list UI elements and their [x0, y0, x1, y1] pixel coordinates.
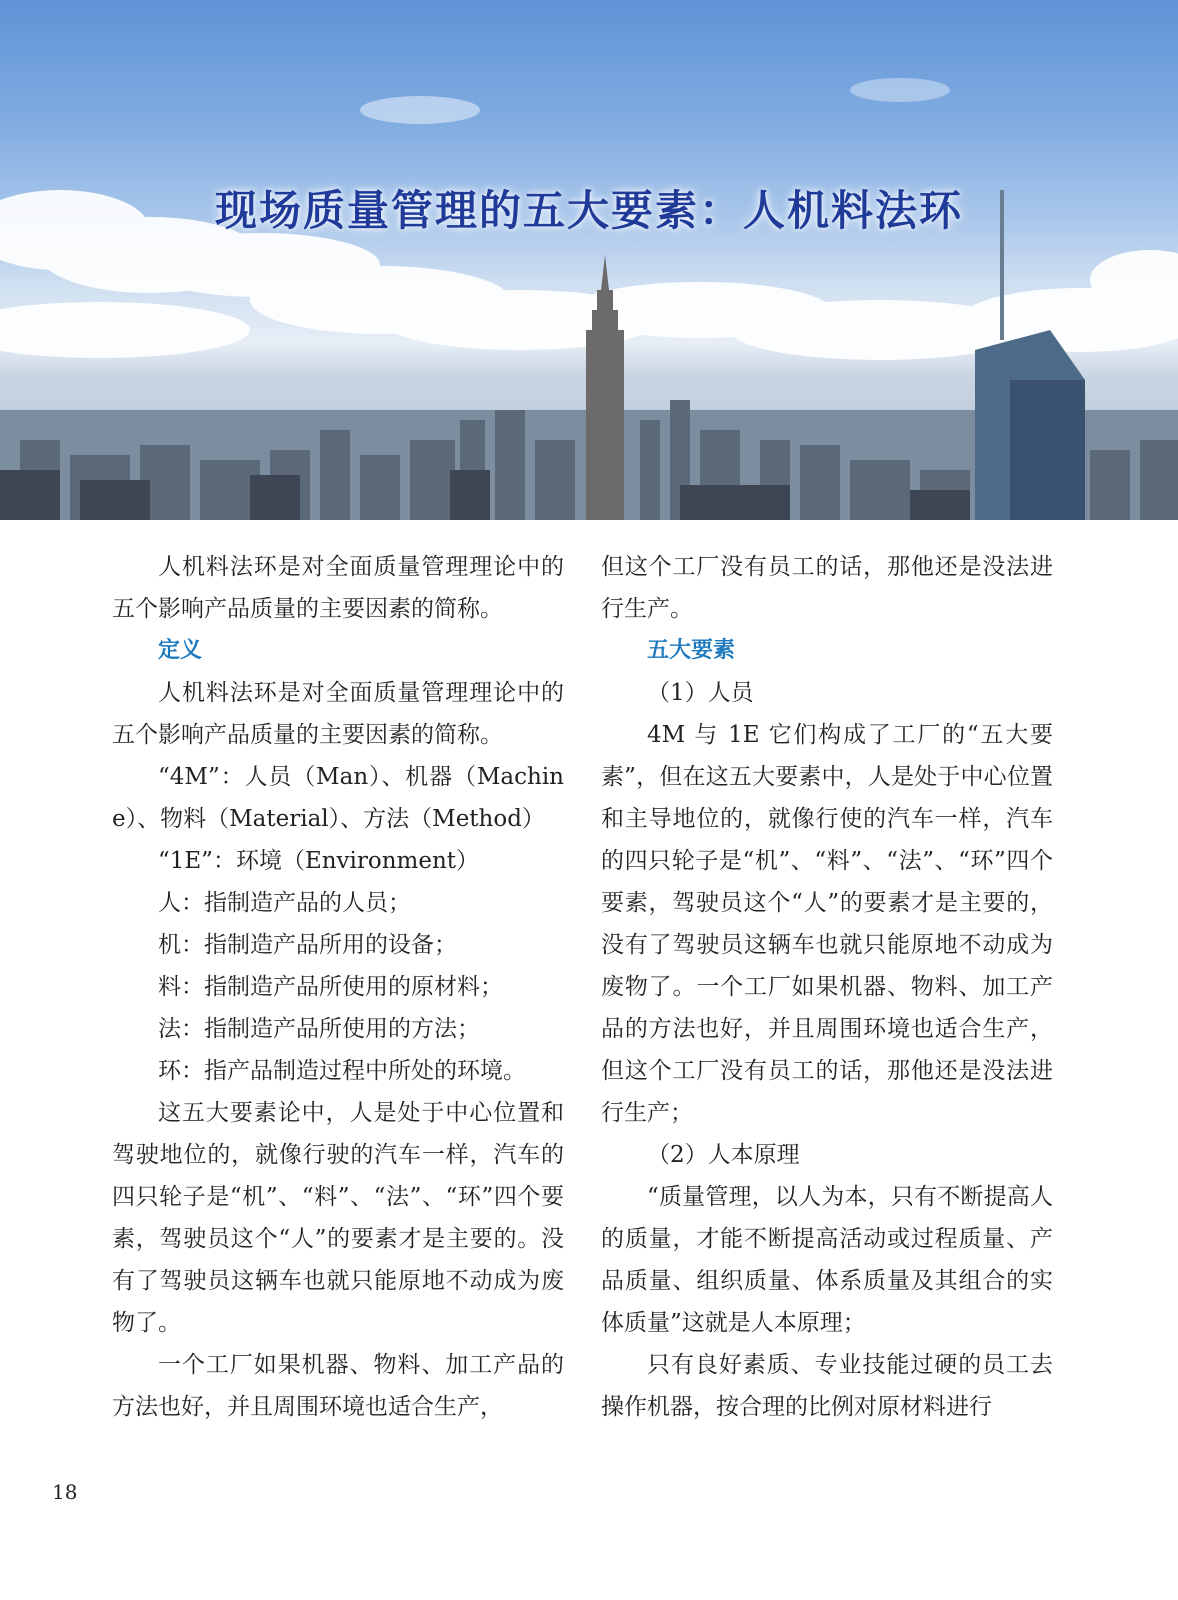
page-title: 现场质量管理的五大要素：人机料法环	[214, 186, 963, 235]
right-paragraph-5: “质量管理，以人为本，只有不断提高人的质量，才能不断提高活动或过程质量、产品质量、组织质量、体系质量及其组合的实体质量”这就是人本原理；	[601, 1184, 1053, 1336]
left-paragraph-4m: “4M”：人员（Man）、机器（Machine）、物料（Material）、方法（Method）	[112, 764, 564, 832]
left-item-ji: 机：指制造产品所用的设备；	[158, 932, 457, 958]
left-item-fa: 法：指制造产品所使用的方法；	[158, 1016, 480, 1042]
right-paragraph-6: 只有良好素质、专业技能过硬的员工去操作机器，按合理的比例对原材料进行	[601, 1352, 1053, 1420]
page-number: 18	[52, 1480, 78, 1504]
right-column	[601, 546, 1053, 1428]
left-paragraph-11: 一个工厂如果机器、物料、加工产品的方法也好，并且周围环境也适合生产，	[112, 1352, 564, 1420]
left-item-huan: 环：指产品制造过程中所处的环境。	[158, 1058, 526, 1084]
right-subheading-personnel: （1）人员	[647, 680, 754, 706]
left-item-ren: 人：指制造产品的人员；	[158, 890, 411, 916]
left-paragraph-10: 这五大要素论中，人是处于中心位置和驾驶地位的，就像行驶的汽车一样，汽车的四只轮子是“机”、“料”、“法”、“环”四个要素，驾驶员这个“人”的要素才是主要的。没有了驾驶员这辆车也就只能原地不动成为废物了。	[112, 1100, 564, 1336]
left-paragraph-1: 人机料法环是对全面质量管理理论中的五个影响产品质量的主要因素的简称。	[112, 554, 564, 622]
right-subheading-human-principle: （2）人本原理	[647, 1142, 800, 1168]
left-paragraph-1e: “1E”：环境（Environment）	[158, 848, 480, 874]
left-column	[112, 546, 564, 1428]
city-skyline-image	[0, 0, 1178, 520]
header-image	[0, 0, 1178, 520]
section-heading-definition: 定义	[158, 638, 203, 663]
left-paragraph-2: 人机料法环是对全面质量管理理论中的五个影响产品质量的主要因素的简称。	[112, 680, 564, 748]
right-paragraph-3: 4M 与 1E 它们构成了工厂的“五大要素”，但在这五大要素中，人是处于中心位置和主导地位的，就像行使的汽车一样，汽车的四只轮子是“机”、“料”、“法”、“环”四个要素，驾驶员这个“人”的要素才是主要的，没有了驾驶员这辆车也就只能原地不动成为废物了。一个工厂如果机器、物料、加工产品的方法也好，并且周围环境也适合生产，但这个工厂没有员工的话，那他还是没法进行生产；	[601, 722, 1053, 1126]
section-heading-five-elements: 五大要素	[647, 638, 736, 663]
right-paragraph-1: 但这个工厂没有员工的话，那他还是没法进行生产。	[601, 554, 1053, 622]
left-item-liao: 料：指制造产品所使用的原材料；	[158, 974, 503, 1000]
